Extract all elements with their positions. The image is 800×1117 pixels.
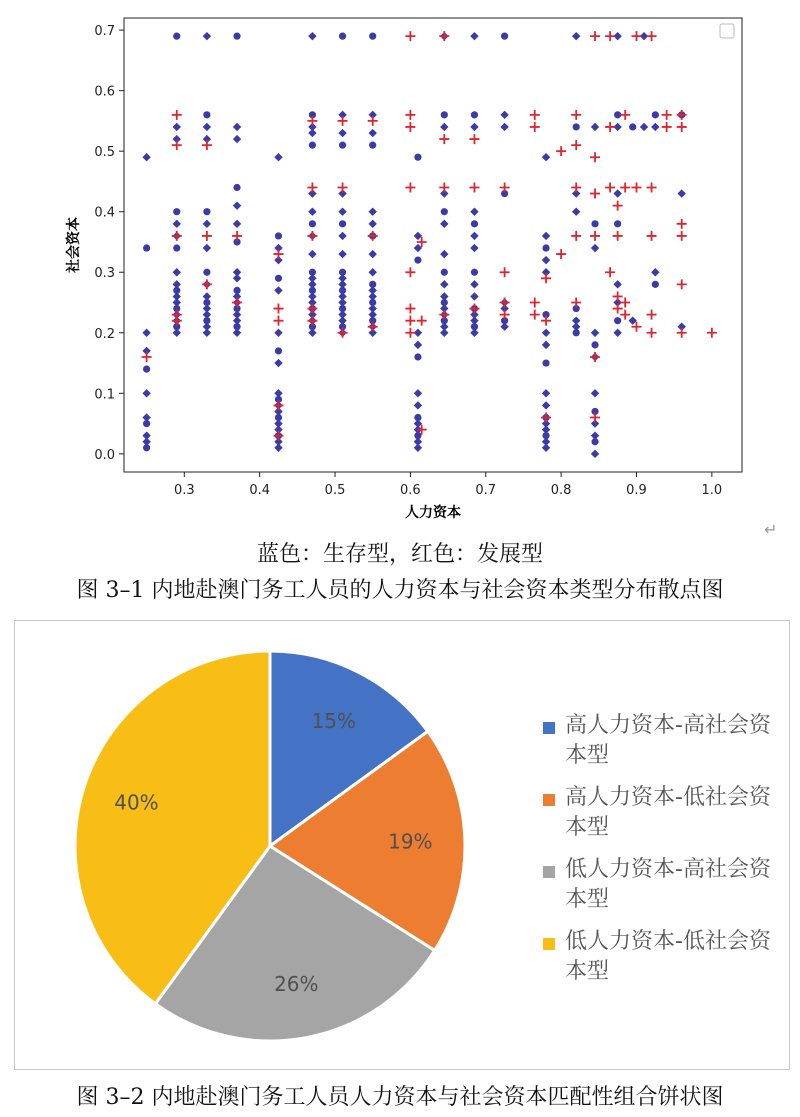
- blue-point: [143, 365, 150, 372]
- blue-point: [471, 220, 478, 227]
- y-axis-label: 社会资本: [66, 217, 82, 273]
- legend-label: 低人力资本-高社会资本型: [565, 857, 771, 912]
- y-tick-label: 0.4: [94, 205, 115, 221]
- blue-point: [591, 220, 598, 227]
- blue-point: [339, 269, 346, 276]
- legend-swatch-orange: [543, 794, 555, 806]
- y-tick-label: 0.0: [94, 447, 115, 463]
- blue-point: [441, 269, 448, 276]
- blue-point: [275, 232, 282, 239]
- blue-point: [414, 257, 421, 264]
- legend-label: 高人力资本-高社会资本型: [565, 713, 771, 768]
- blue-point: [471, 111, 478, 118]
- blue-point: [173, 244, 180, 251]
- x-axis-label: 人力资本: [405, 505, 461, 521]
- blue-point: [629, 123, 636, 130]
- legend-box: [720, 24, 734, 38]
- return-mark: ↵: [764, 520, 778, 539]
- x-tick-label: 0.5: [324, 483, 346, 498]
- x-tick-label: 0.8: [550, 483, 572, 498]
- blue-point: [339, 33, 346, 40]
- y-tick-label: 0.3: [94, 266, 115, 282]
- blue-point: [471, 269, 478, 276]
- x-tick-label: 0.7: [475, 483, 497, 498]
- blue-point: [339, 142, 346, 149]
- blue-point: [233, 184, 240, 191]
- pie-percent-label: 26%: [274, 971, 319, 996]
- blue-point: [369, 142, 376, 149]
- blue-point: [414, 154, 421, 161]
- figure-2-caption: 图 3–2 内地赴澳门务工人员人力资本与社会资本匹配性组合饼状图: [76, 1085, 724, 1110]
- blue-point: [339, 220, 346, 227]
- x-tick-label: 0.3: [173, 483, 195, 498]
- blue-point: [369, 33, 376, 40]
- y-tick-label: 0.7: [94, 24, 115, 40]
- scatter-chart: [0, 0, 800, 530]
- x-tick-label: 0.9: [626, 483, 647, 498]
- x-tick-label: 0.6: [400, 483, 421, 498]
- blue-point: [542, 244, 549, 251]
- legend-swatch-yellow: [543, 938, 555, 950]
- figure-1-caption: 图 3–1 内地赴澳门务工人员的人力资本与社会资本类型分布散点图: [76, 578, 724, 603]
- blue-point: [309, 269, 316, 276]
- pie-percent-label: 15%: [311, 708, 356, 733]
- pie-percent-label: 40%: [114, 790, 159, 815]
- y-tick-label: 0.2: [94, 326, 115, 342]
- legend-item: [543, 711, 783, 771]
- legend-swatch-blue: [543, 722, 555, 734]
- blue-point: [542, 359, 549, 366]
- blue-point: [652, 281, 659, 288]
- color-legend-caption: 蓝色：生存型，红色：发展型: [256, 542, 543, 567]
- blue-point: [369, 281, 376, 288]
- y-tick-label: 0.1: [94, 387, 115, 403]
- blue-point: [173, 33, 180, 40]
- y-tick-label: 0.5: [94, 145, 115, 161]
- blue-point: [441, 208, 448, 215]
- legend-label: 高人力资本-低社会资本型: [565, 785, 771, 840]
- blue-point: [309, 142, 316, 149]
- legend-item: [543, 783, 783, 843]
- legend-item: [543, 855, 783, 915]
- legend-swatch-gray: [543, 866, 555, 878]
- pie-legend: [543, 711, 783, 999]
- blue-point: [614, 317, 621, 324]
- blue-point: [203, 111, 210, 118]
- blue-point: [614, 111, 621, 118]
- y-tick-label: 0.6: [94, 84, 115, 100]
- blue-point: [203, 208, 210, 215]
- blue-point: [233, 287, 240, 294]
- blue-point: [441, 111, 448, 118]
- pie-chart-panel: [14, 620, 790, 1070]
- blue-point: [414, 414, 421, 421]
- blue-point: [233, 33, 240, 40]
- blue-point: [501, 33, 508, 40]
- blue-point: [614, 220, 621, 227]
- pie-percent-label: 19%: [388, 829, 433, 854]
- legend-item: [543, 927, 783, 987]
- blue-point: [591, 341, 598, 348]
- x-tick-label: 0.4: [249, 483, 271, 498]
- blue-point: [309, 220, 316, 227]
- blue-point: [203, 269, 210, 276]
- x-tick-label: 1.0: [701, 483, 723, 498]
- scatter-plot-frame: [124, 18, 742, 472]
- blue-point: [652, 111, 659, 118]
- blue-point: [143, 244, 150, 251]
- blue-point: [275, 347, 282, 354]
- blue-point: [173, 208, 180, 215]
- blue-point: [275, 275, 282, 282]
- blue-point: [573, 123, 580, 130]
- legend-label: 低人力资本-低社会资本型: [565, 929, 771, 984]
- blue-point: [414, 353, 421, 360]
